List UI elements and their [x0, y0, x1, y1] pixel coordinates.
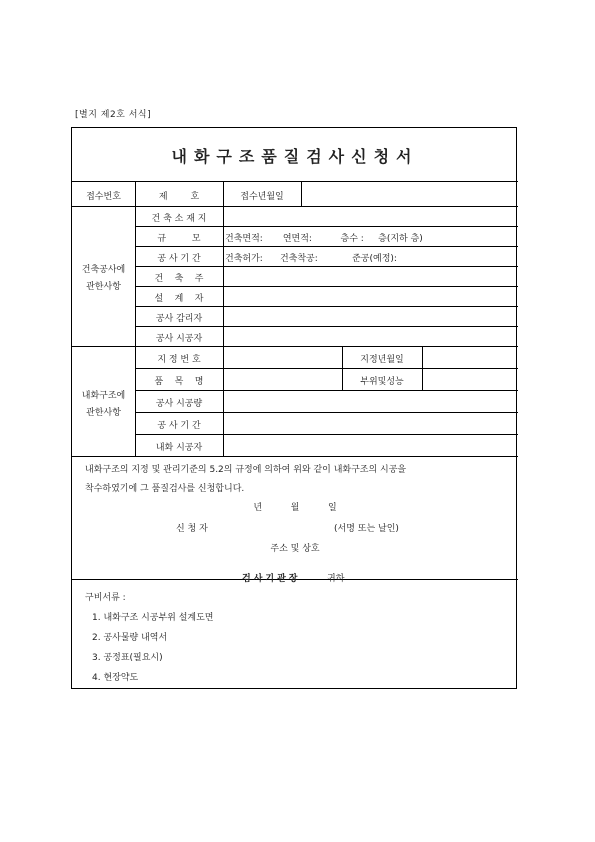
divider	[135, 266, 518, 267]
form-title: 내화구조품질검사신청서	[171, 147, 419, 166]
divider	[72, 181, 518, 182]
divider	[135, 286, 518, 287]
divider	[72, 346, 518, 347]
field-label-supervisor: 공사 감리자	[155, 314, 203, 324]
field-label-designation-date: 지정년월일	[360, 355, 404, 365]
document-item: 1. 내화구조 시공부위 설계도면	[92, 613, 214, 623]
field-label-item-name: 품 목 명	[154, 377, 204, 387]
receipt-number-value: 제 호	[158, 192, 200, 202]
applicant-sign-note: (서명 또는 날인)	[334, 524, 399, 534]
document-item: 4. 현장약도	[92, 673, 139, 683]
divider	[135, 326, 518, 327]
field-label-period: 공 사 기 간	[157, 254, 201, 264]
divider	[135, 368, 518, 369]
divider	[135, 306, 518, 307]
documents-heading: 구비서류 :	[85, 593, 126, 603]
form-caption: [별지 제2호 서식]	[75, 110, 152, 120]
divider	[135, 246, 518, 247]
period-text: 건축허가: 건축착공: 준공(예정):	[225, 254, 397, 264]
field-label-fire-contractor: 내화 시공자	[155, 443, 203, 453]
divider	[135, 412, 518, 413]
section1-label: 건축공사에	[81, 265, 126, 275]
field-label-period2: 공 사 기 간	[157, 421, 201, 431]
field-label-designer: 설 계 자	[154, 294, 204, 304]
divider	[72, 206, 518, 207]
scale-text: 건축면적: 연면적: 층수 : 층(지하 층)	[225, 234, 423, 244]
divider	[135, 390, 518, 391]
divider	[422, 346, 423, 390]
declaration-line2: 착수하였기에 그 품질검사를 신청합니다.	[85, 484, 245, 494]
recipient-suffix: 귀하	[327, 574, 345, 584]
divider	[135, 434, 518, 435]
declaration-date: 년 월 일	[253, 503, 337, 513]
document-item: 2. 공사물량 내역서	[92, 633, 168, 643]
recipient-label: 검사기관장	[242, 574, 301, 584]
address-label: 주소 및 상호	[270, 544, 320, 554]
section2-label: 관한사항	[86, 408, 121, 418]
receipt-number-label: 접수번호	[86, 192, 121, 202]
field-label-contractor: 공사 시공자	[155, 334, 203, 344]
section1-label: 관한사항	[86, 282, 121, 292]
section2-label: 내화구조에	[81, 391, 126, 401]
field-label-part-performance: 부위및성능	[360, 377, 404, 387]
field-label-site: 건 축 소 재 지	[151, 214, 207, 224]
field-label-designation-no: 지 정 번 호	[157, 355, 201, 365]
document-item: 3. 공정표(필요시)	[92, 653, 163, 663]
field-label-scale: 규 모	[157, 234, 201, 244]
applicant-label: 신 청 자	[176, 524, 208, 534]
divider	[135, 226, 518, 227]
divider	[72, 456, 518, 457]
divider	[301, 181, 302, 206]
receipt-date-label: 접수년월일	[240, 192, 284, 202]
field-label-quantity: 공사 시공량	[155, 399, 203, 409]
divider	[223, 206, 224, 456]
field-label-owner: 건 축 주	[154, 274, 204, 284]
declaration-line1: 내화구조의 지정 및 관리기준의 5.2의 규정에 의하여 위와 같이 내화구조의 시공을	[85, 465, 407, 475]
application-form	[71, 127, 517, 689]
